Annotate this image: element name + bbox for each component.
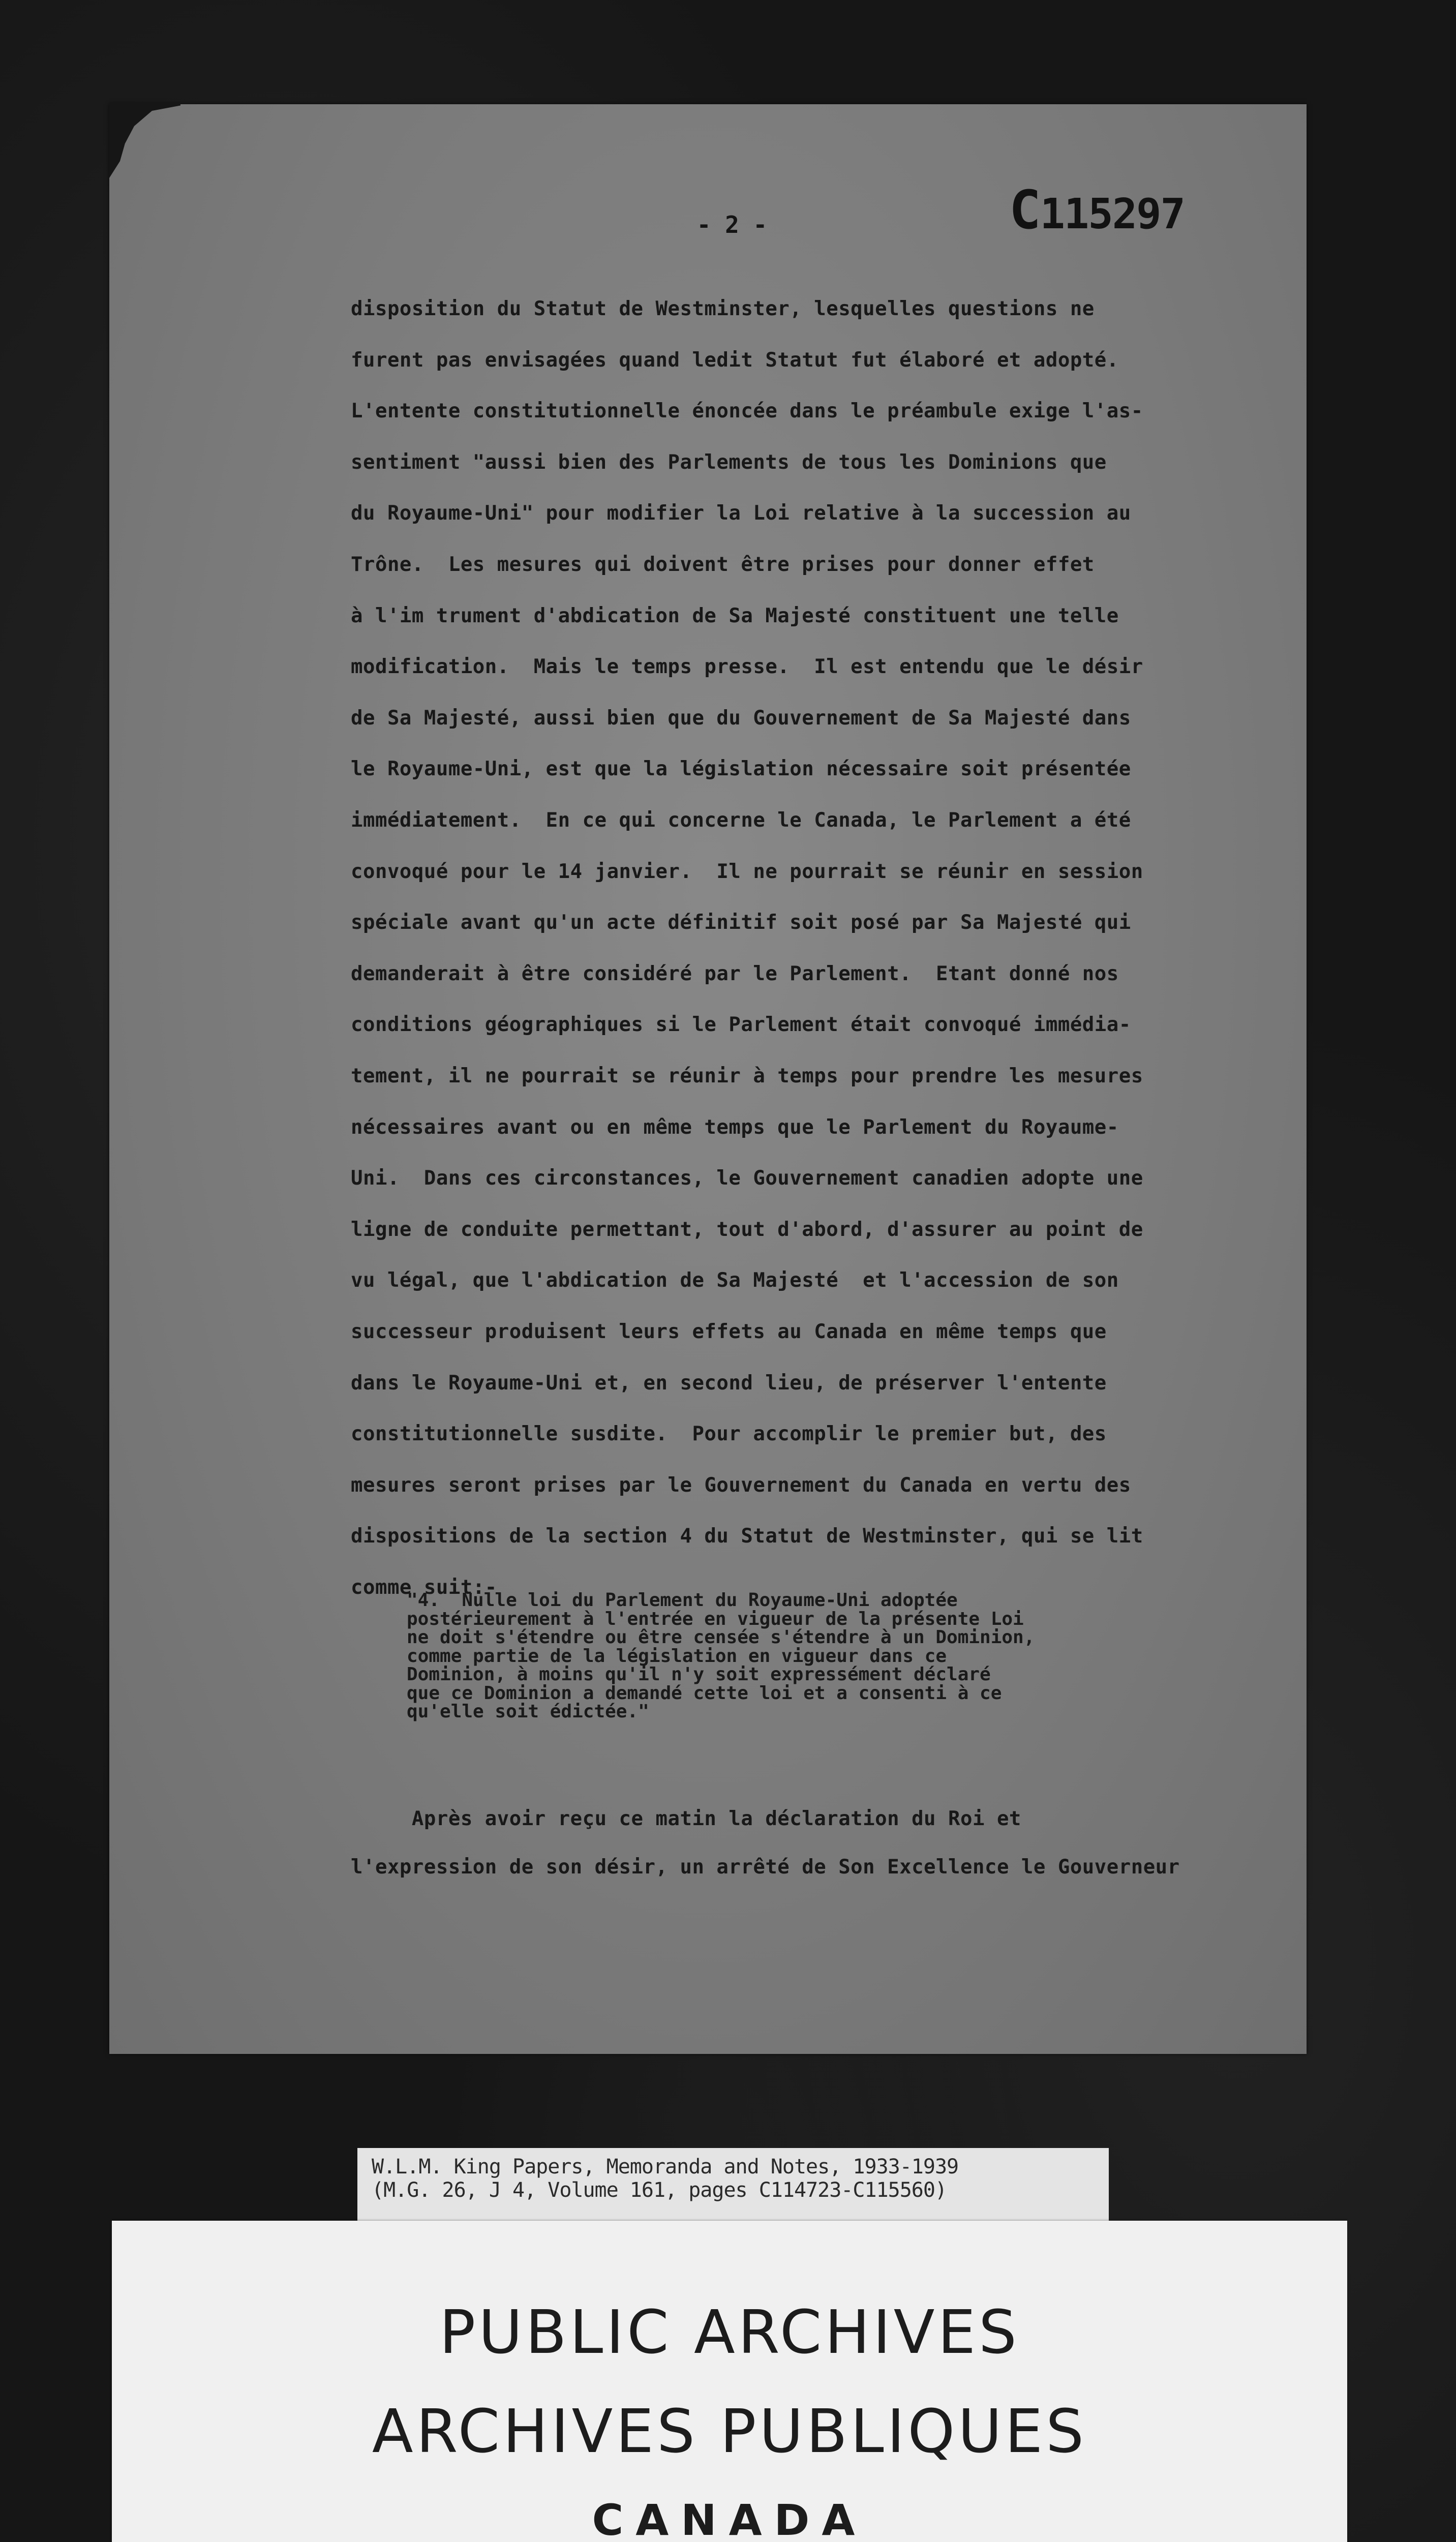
text-line: furent pas envisagées quand ledit Statut fut élaboré et adopté. [351, 348, 1119, 372]
text-line: Après avoir reçu ce matin la déclaration du Roi et [351, 1807, 1021, 1830]
text-line: successeur produisent leurs effets au Canada en même temps que [351, 1320, 1107, 1343]
reference-label [357, 2148, 1109, 2222]
text-line: demanderait à être considéré par le Parlement. Etant donné nos [351, 962, 1119, 985]
text-line: convoqué pour le 14 janvier. Il ne pourrait se réunir en session [351, 860, 1143, 883]
text-line: "4. Nulle loi du Parlement du Royaume-Uni adoptée [407, 1590, 958, 1611]
text-line: sentiment "aussi bien des Parlements de tous les Dominions que [351, 450, 1107, 474]
stamp-digits: 115297 [1040, 190, 1185, 238]
text-line: dispositions de la section 4 du Statut de Westminster, qui se lit [351, 1525, 1143, 1548]
text-line: mesures seront prises par le Gouvernement du Canada en vertu des [351, 1473, 1131, 1497]
reference-line-1: W.L.M. King Papers, Memoranda and Notes, 1933-1939 [372, 2155, 959, 2178]
text-line: L'entente constitutionnelle énoncée dans le préambule exige l'as- [351, 400, 1143, 423]
text-line: de Sa Majesté, aussi bien que du Gouvernement de Sa Majesté dans [351, 706, 1131, 730]
archives-title-english: PUBLIC ARCHIVES [439, 2297, 1020, 2367]
text-line: tement, il ne pourrait se réunir à temps pour prendre les mesures [351, 1065, 1143, 1087]
text-line: immédiatement. En ce qui concerne le Canada, le Parlement a été [351, 809, 1131, 832]
text-line: dans le Royaume-Uni et, en second lieu, de préserver l'entente [351, 1371, 1107, 1395]
text-line: spéciale avant qu'un acte définitif soit posé par Sa Majesté qui [351, 911, 1131, 934]
text-line: comme suit:- [351, 1576, 497, 1599]
text-line: ligne de conduite permettant, tout d'abord, d'assurer au point de [351, 1218, 1143, 1241]
text-line: Dominion, à moins qu'il n'y soit expressément déclaré [407, 1664, 991, 1685]
reference-line-2: (M.G. 26, J 4, Volume 161, pages C114723-C115560) [372, 2178, 947, 2202]
text-line: nécessaires avant ou en même temps que le Parlement du Royaume- [351, 1115, 1119, 1139]
text-line: que ce Dominion a demandé cette loi et a consenti à ce [407, 1682, 1002, 1704]
page-number: - 2 - [696, 211, 768, 238]
archives-title-french: ARCHIVES PUBLIQUES [372, 2396, 1087, 2466]
text-line: disposition du Statut de Westminster, lesquelles questions ne [351, 297, 1095, 320]
text-line: à l'im trument d'abdication de Sa Majesté constituent une telle [351, 604, 1119, 627]
text-line: Uni. Dans ces circonstances, le Gouvernement canadien adopte une [351, 1167, 1143, 1190]
text-line: qu'elle soit édictée." [407, 1701, 649, 1722]
text-line: comme partie de la législation en vigueur dans ce [407, 1645, 947, 1667]
text-line: du Royaume-Uni" pour modifier la Loi relative à la succession au [351, 502, 1131, 525]
text-line: ne doit s'étendre ou être censée s'étendre à un Dominion, [407, 1627, 1035, 1648]
text-line: vu légal, que l'abdication de Sa Majesté et l'accession de son [351, 1269, 1119, 1292]
archive-stamp-number [1009, 179, 1185, 241]
text-line: Trône. Les mesures qui doivent être prises pour donner effet [351, 553, 1095, 576]
text-line: postérieurement à l'entrée en vigueur de la présente Loi [407, 1608, 1024, 1629]
stamp-prefix: C [1009, 179, 1040, 241]
text-line: constitutionnelle susdite. Pour accomplir le premier but, des [351, 1423, 1107, 1446]
text-line: le Royaume-Uni, est que la législation nécessaire soit présentée [351, 758, 1131, 781]
text-line: modification. Mais le temps presse. Il est entendu que le désir [351, 655, 1143, 679]
text-line: l'expression de son désir, un arrêté de Son Excellence le Gouverneur [351, 1856, 1180, 1879]
text-line: conditions géographiques si le Parlement était convoqué immédia- [351, 1013, 1131, 1037]
archives-card [112, 2221, 1347, 2542]
archives-country: CANADA [592, 2495, 867, 2542]
